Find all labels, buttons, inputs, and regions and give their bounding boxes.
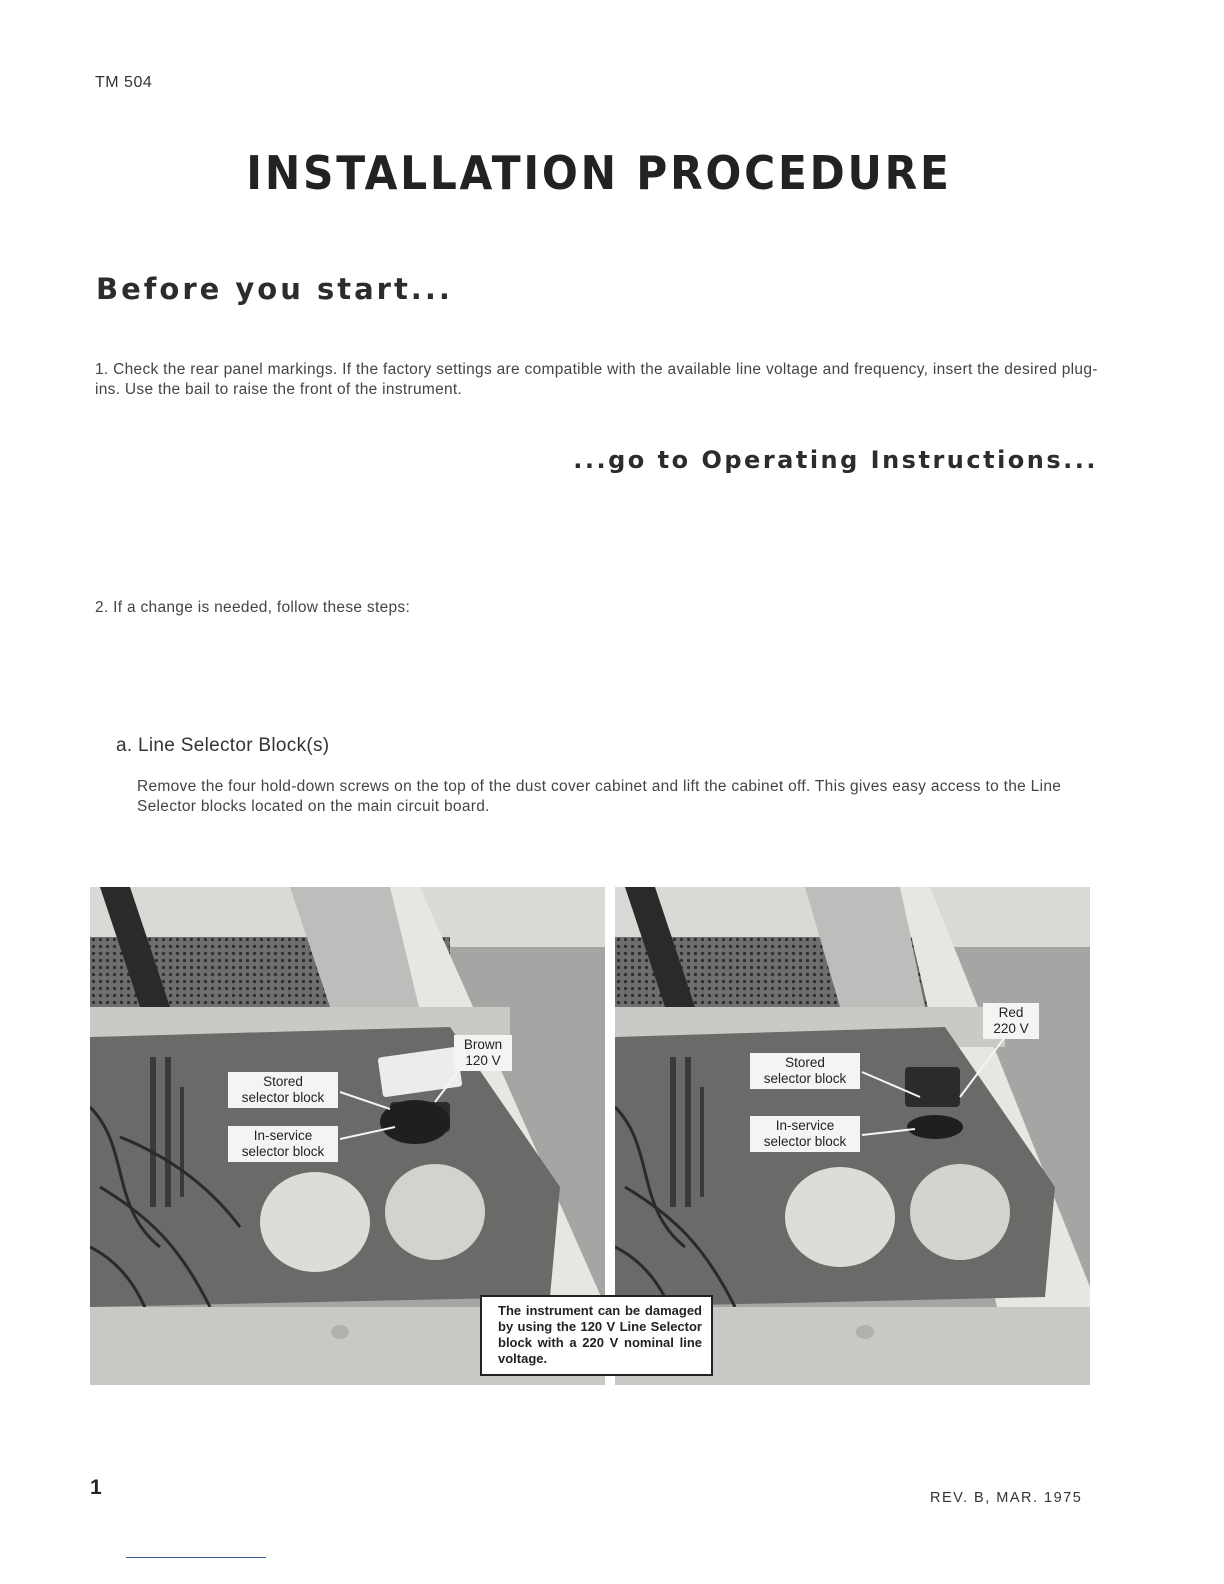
footer-rule xyxy=(126,1557,266,1558)
callout-line: selector block xyxy=(763,1071,847,1086)
page-number: 1 xyxy=(90,1476,102,1499)
header-doc-code: TM 504 xyxy=(95,74,153,91)
step-2-text: 2. If a change is needed, follow these steps: xyxy=(95,599,411,616)
goto-operating-instructions: ...go to Operating Instructions... xyxy=(573,446,1098,474)
caution-note: The instrument can be damaged by using the 120 V Line Selector block with a 220 V nominal line voltage. xyxy=(480,1295,713,1376)
callout-line: Stored xyxy=(263,1074,303,1089)
step-1-text: 1. Check the rear panel markings. If the factory settings are compatible with the available line voltage and frequency, insert the desired plug-ins. Use the bail to raise the front of the instrument. xyxy=(95,361,1098,398)
revision-note: REV. B, MAR. 1975 xyxy=(930,1490,1083,1506)
callout-line: In-service xyxy=(775,1118,835,1133)
callout-line: Stored xyxy=(785,1055,825,1070)
callout-line: 120 V xyxy=(465,1053,501,1068)
callout-line: In-service xyxy=(253,1128,313,1143)
callout-line: Brown xyxy=(463,1037,503,1052)
page-title: INSTALLATION PROCEDURE xyxy=(246,146,952,200)
callout-line: selector block xyxy=(241,1144,325,1159)
callout-line: selector block xyxy=(763,1134,847,1149)
sub-section-text: Remove the four hold-down screws on the top of the dust cover cabinet and lift the cabinet off. This gives easy access to the Line Selector blocks located on the main circuit board. xyxy=(137,778,1062,815)
callout-line: selector block xyxy=(241,1090,325,1105)
section-heading: Before you start... xyxy=(96,272,453,306)
sub-section-heading: a. Line Selector Block(s) xyxy=(116,735,330,756)
callout-line: Red xyxy=(998,1005,1024,1020)
callout-line: 220 V xyxy=(993,1021,1029,1036)
